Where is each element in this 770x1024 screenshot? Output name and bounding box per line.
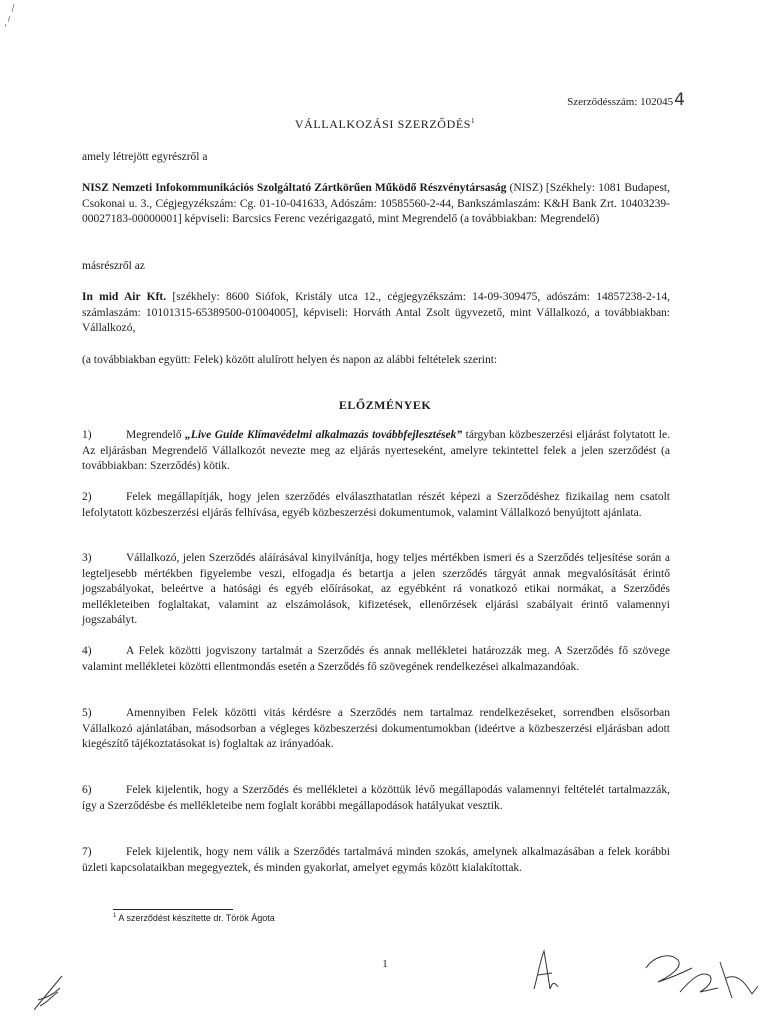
initials-middle-signature bbox=[530, 945, 560, 995]
party-2-name: In mid Air Kft. bbox=[82, 291, 167, 303]
page-number: 1 bbox=[382, 958, 388, 970]
paragraph-5: 5) Amennyiben Felek közötti vitás kérdésre a Szerződés nem tartalmaz rendelkezéseket, sorrendben elsősorban Vállalkozó ajánlatában, másodsorban a végleges közbeszerzési dokumentumokban (ideértve a közbeszerzési eljárásban adott kiegészítő tájékoztatásokat is) foglaltak az irányadóak. bbox=[82, 707, 670, 750]
signature-right bbox=[640, 948, 770, 1004]
footnote-separator bbox=[113, 909, 233, 910]
party-1 bbox=[82, 181, 670, 228]
party-2 bbox=[82, 290, 670, 337]
initials-left-signature bbox=[28, 970, 68, 1016]
footnote: $^1$ A szerződést készítette dr. Török Ágota bbox=[113, 913, 275, 923]
section-heading: ELŐZMÉNYEK bbox=[338, 398, 432, 412]
other-side-line: másrészről az bbox=[82, 260, 145, 272]
intro-line: amely létrejött egyrészről a bbox=[82, 151, 208, 163]
contract-number: Szerződésszám: 1020454 bbox=[567, 90, 685, 110]
corner-scribble bbox=[2, 2, 24, 28]
party-2-details: [székhely: 8600 Siófok, Kristály utca 12., cégjegyzékszám: 14-09-309475, adószám: 14857238-2-14, számlaszám: 10101315-65389500-01004005], képviseli: Horváth Antal Zsolt ügyvezető, mint Vállalkozó, a továbbiakban: Vállalkozó, bbox=[82, 291, 670, 334]
paragraph-7: 7) Felek kijelentik, hogy nem válik a Szerződés tartalmává minden szokás, amelynek alkalmazásában a felek korábbi üzleti kapcsolataikban megegyeztek, és minden gyakorlat, amelyet egymás között kialakítottak. bbox=[82, 846, 670, 874]
document-title: VÁLLALKOZÁSI SZERZŐDÉS$^1$ bbox=[294, 117, 476, 131]
paragraph-4: 4) A Felek közötti jogviszony tartalmát a Szerződés és annak mellékletei határozzák meg. A Szerződés fő szövege valamint mellékletei közötti ellentmondás esetén a Szerződés fő szövegének rendelkezései alkalmazandóak. bbox=[82, 645, 670, 673]
party-1-name: NISZ Nemzeti Infokommunikációs Szolgáltató Zártkörűen Működő Részvénytársaság bbox=[82, 182, 507, 194]
together-line: (a továbbiakban együtt: Felek) között alulírott helyen és napon az alábbi feltételek szerint: bbox=[82, 354, 498, 366]
paragraph-6: 6) Felek kijelentik, hogy a Szerződés és mellékletei a közöttük lévő megállapodás valamennyi feltételét tartalmazzák, így a Szerződésbe és mellékleteibe nem foglalt korábbi megállapodások hatályukat vesztik. bbox=[82, 784, 670, 812]
handwritten-digit: 4 bbox=[674, 90, 685, 110]
paragraph-2: 2) Felek megállapítják, hogy jelen szerződés elválaszthatatlan részét képezi a Szerződéshez fizikailag nem csatolt lefolytatott közbeszerzési eljárás felhívása, egyéb közbeszerzési dokumentumok, valamint Vállalkozó benyújtott ajánlata. bbox=[82, 491, 670, 519]
paragraph-1: 1) Megrendelő „Live Guide Klímavédelmi alkalmazás továbbfejlesztések” tárgyban közbeszerzési eljárást folytatott le. Az eljárásban Megrendelő Vállalkozót nevezte meg az eljárás nyerteseként, amelyre tekintettel felek a jelen szerződést (a továbbiakban: Szerződés) kötik. bbox=[82, 429, 670, 472]
party-1-details: (NISZ) [Székhely: 1081 Budapest, Csokonai u. 3., Cégjegyzékszám: Cg. 01-10-041633, Adószám: 10585560-2-44, Bankszámlaszám: K&H Bank Zrt. 10403239-00027183-00000001] képviseli: Barcsics Ferenc vezérigazgató, mint Megrendelő (a továbbiakban: Megrendelő) bbox=[82, 182, 670, 225]
paragraph-3: 3) Vállalkozó, jelen Szerződés aláírásával kinyilvánítja, hogy teljes mértékben ismeri és a Szerződés teljesítése során a legteljesebb mértékben figyelembe veszi, elfogadja és betartja a jelen szerződés tárgyát annak megvalósítását érintő jogszabályokat, beleértve a hatósági és egyéb előírásokat, az egyébként rá vonatkozó etikai normákat, a Szerződés mellékleteiben foglaltakat, valamint az elszámolások, kifizetések, ellenőrzések eljárási szabályait érintő valamennyi jogszabályt. bbox=[82, 552, 670, 626]
